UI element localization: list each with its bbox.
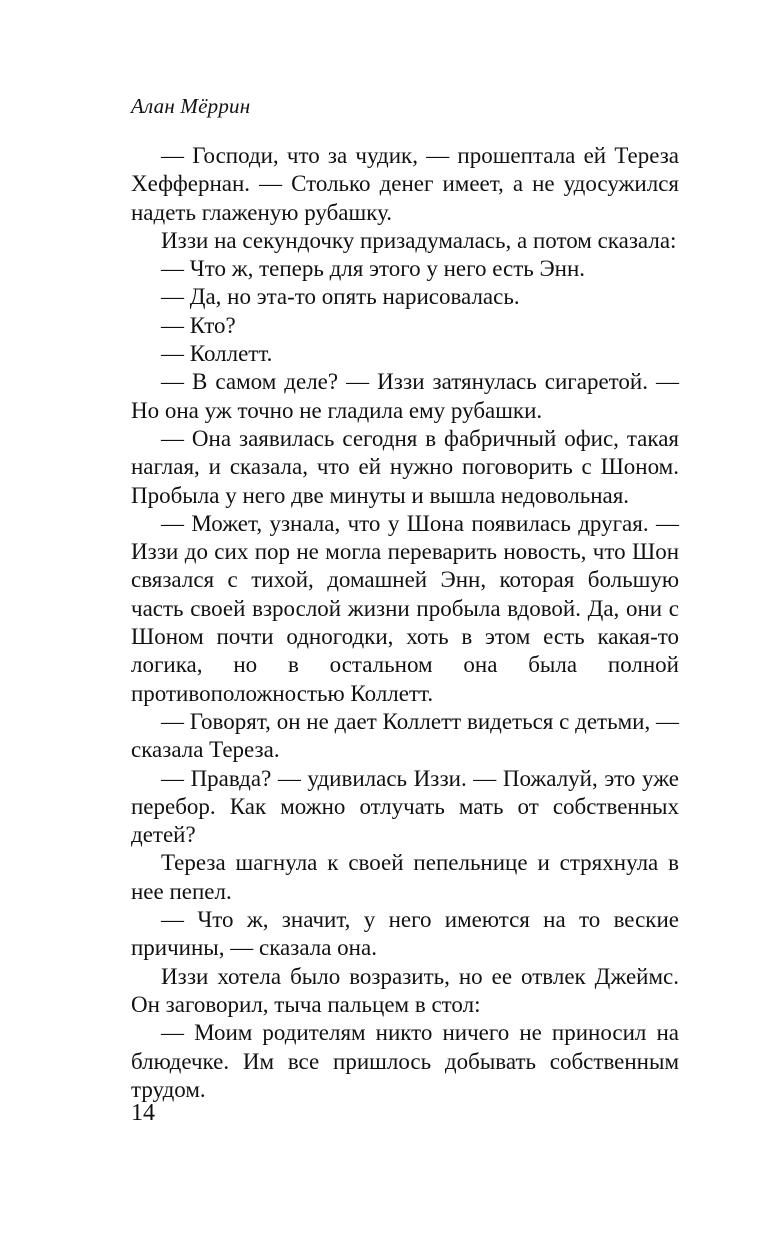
- paragraph: — Что ж, значит, у него имеются на то веские причины, — сказала она.: [131, 907, 679, 961]
- paragraph: Иззи на секундочку призадумалась, а потом сказала:: [161, 227, 677, 253]
- paragraph: — Правда? — удивилась Иззи. — Пожалуй, это уже перебор. Как можно отлучать мать от собственных детей?: [131, 765, 679, 848]
- paragraph: — Что ж, теперь для этого у него есть Энн.: [161, 256, 586, 282]
- paragraph: — Кто?: [161, 312, 236, 338]
- paragraph: — Моим родителям никто ничего не приносил на блюдечке. Им все пришлось добывать собственным трудом.: [131, 1020, 679, 1102]
- paragraph: — Она заявилась сегодня в фабричный офис, такая наглая, и сказала, что ей нужно поговорить с Шоном. Пробыла у него две минуты и вышла недовольная.: [131, 425, 679, 508]
- paragraph: Иззи хотела было возразить, но ее отвлек Джеймс. Он заговорил, тыча пальцем в стол:: [131, 963, 679, 1017]
- paragraph: — Говорят, он не дает Коллетт видеться с детьми, — сказала Тереза.: [131, 708, 679, 763]
- paragraph: — Коллетт.: [161, 341, 273, 367]
- paragraph: — Может, узнала, что у Шона появилась другая. — Иззи до сих пор не могла переварить новость, что Шон связался с тихой, домашней Энн, которая большую часть своей взрослой жизни пробыла вдовой. Да, они с Шоном почти одногодки, хоть в этом есть какая-то логика, но в остальном она была полной противоположностью Коллетт.: [131, 510, 679, 706]
- running-head: Алан Мёррин: [131, 94, 251, 118]
- paragraph: — Да, но эта-то опять нарисовалась.: [161, 284, 520, 310]
- paragraph: — В самом деле? — Иззи затянулась сигаретой. — Но она уж точно не гладила ему рубашки.: [131, 369, 679, 423]
- paragraph: — Господи, что за чудик, — прошептала ей Тереза Хеффернан. — Столько денег имеет, а не удосужился надеть глаженую рубашку.: [131, 143, 679, 225]
- paragraph: Тереза шагнула к своей пепельнице и стряхнула в нее пепел.: [131, 850, 679, 904]
- body-text: [131, 142, 679, 1104]
- page-number: 14: [131, 1100, 155, 1126]
